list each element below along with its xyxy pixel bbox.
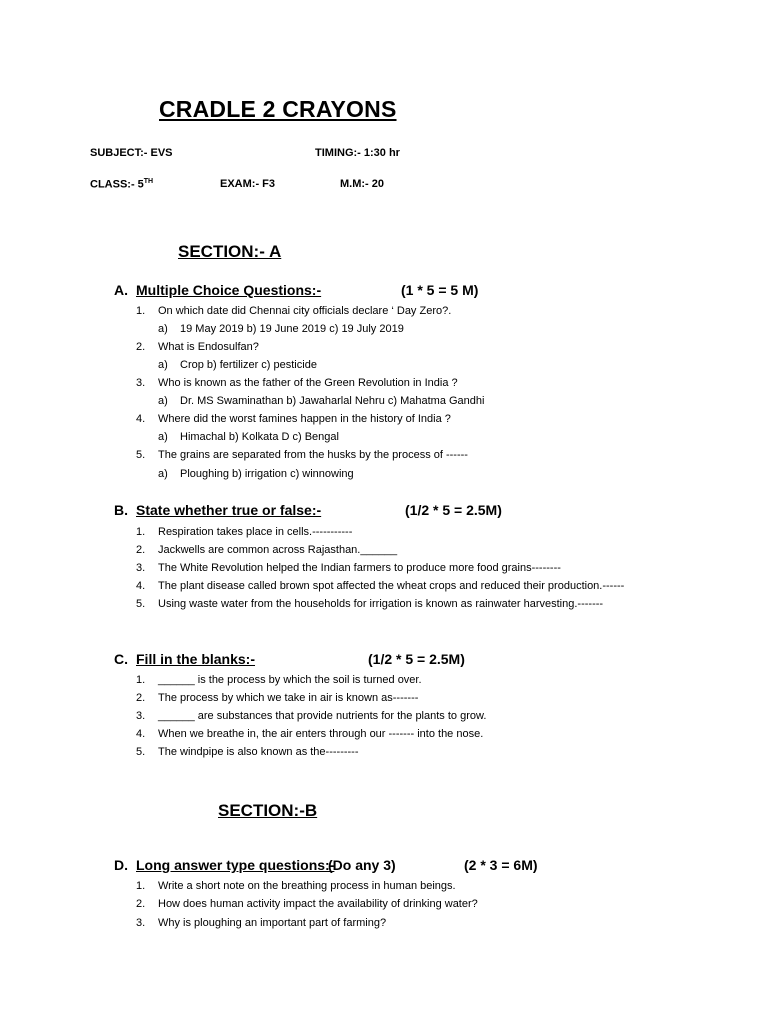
fill-blank-item (136, 709, 486, 723)
max-marks-label: M.M:- 20 (340, 178, 384, 190)
section-b-title: SECTION:-B (218, 801, 318, 820)
item-text: The White Revolution helped the Indian farmers to produce more food grains-------- (158, 562, 561, 574)
mcq-options (158, 467, 354, 481)
options-text: 19 May 2019 b) 19 June 2019 c) 19 July 2019 (180, 323, 404, 335)
question-text: Who is known as the father of the Green Revolution in India ? (158, 377, 458, 389)
part-a-marks: (1 * 5 = 5 M) (401, 282, 479, 298)
question-number: 2. (136, 341, 146, 353)
item-number: 5. (136, 598, 146, 610)
part-a-heading (114, 282, 321, 298)
question-number: 5. (136, 449, 146, 461)
fill-blank-item (136, 691, 418, 705)
options-text: Himachal b) Kolkata D c) Bengal (180, 431, 339, 443)
item-number: 2. (136, 544, 146, 556)
long-answer-item (136, 879, 456, 893)
item-text: Write a short note on the breathing process in human beings. (158, 880, 456, 892)
mcq-options (158, 430, 339, 444)
item-number: 2. (136, 692, 146, 704)
options-text: Ploughing b) irrigation c) winnowing (180, 468, 354, 480)
mcq-question (136, 412, 451, 426)
part-b-letter: B. (114, 502, 128, 518)
item-text: Respiration takes place in cells.----------- (158, 526, 353, 538)
part-d-marks: (2 * 3 = 6M) (464, 857, 538, 873)
question-number: 3. (136, 377, 146, 389)
mcq-options (158, 358, 317, 372)
mcq-question (136, 376, 458, 390)
part-c-title: Fill in the blanks:- (136, 651, 256, 667)
mcq-question (136, 340, 259, 354)
timing-label: TIMING:- 1:30 hr (315, 147, 400, 159)
question-text: Where did the worst famines happen in the history of India ? (158, 413, 451, 425)
part-d-heading (114, 857, 334, 873)
option-label: a) (158, 468, 168, 480)
true-false-item (136, 597, 603, 611)
part-c-heading (114, 651, 255, 667)
subject-label: SUBJECT:- EVS (90, 147, 173, 159)
part-d-letter: D. (114, 857, 128, 873)
question-text: The grains are separated from the husks by the process of ------ (158, 449, 468, 461)
item-text: The plant disease called brown spot affected the wheat crops and reduced their production.------ (158, 580, 625, 592)
part-c-marks: (1/2 * 5 = 2.5M) (368, 651, 465, 667)
part-c-letter: C. (114, 651, 128, 667)
item-text: When we breathe in, the air enters through our ------- into the nose. (158, 728, 484, 740)
class-label (90, 178, 153, 191)
option-label: a) (158, 323, 168, 335)
true-false-item (136, 525, 352, 539)
mcq-options (158, 322, 404, 336)
part-b-marks: (1/2 * 5 = 2.5M) (405, 502, 502, 518)
item-text: ______ are substances that provide nutrients for the plants to grow. (158, 710, 487, 722)
fill-blank-item (136, 727, 483, 741)
exam-label: EXAM:- F3 (220, 178, 275, 190)
option-label: a) (158, 431, 168, 443)
item-text: Using waste water from the households for irrigation is known as rainwater harvesting.------- (158, 598, 604, 610)
long-answer-item (136, 916, 386, 930)
item-number: 1. (136, 526, 146, 538)
class-superscript: TH (143, 178, 154, 185)
item-text: How does human activity impact the availability of drinking water? (158, 898, 478, 910)
item-number: 3. (136, 710, 146, 722)
mcq-question (136, 448, 468, 462)
section-a-title: SECTION:- A (178, 242, 282, 261)
item-number: 4. (136, 580, 146, 592)
true-false-item (136, 579, 624, 593)
part-d-note: (Do any 3) (328, 857, 396, 873)
question-number: 1. (136, 305, 146, 317)
question-text: On which date did Chennai city officials declare ‘ Day Zero?. (158, 305, 452, 317)
part-b-title: State whether true or false:- (136, 502, 322, 518)
part-d-title: Long answer type questions:- (136, 857, 335, 873)
item-text: ______ is the process by which the soil is turned over. (158, 674, 422, 686)
part-a-letter: A. (114, 282, 128, 298)
class-text: CLASS:- 5 (90, 178, 144, 191)
options-text: Crop b) fertilizer c) pesticide (180, 359, 317, 371)
item-text: Why is ploughing an important part of farming? (158, 917, 387, 929)
item-number: 3. (136, 562, 146, 574)
question-number: 4. (136, 413, 146, 425)
fill-blank-item (136, 673, 422, 687)
item-number: 2. (136, 898, 146, 910)
fill-blank-item (136, 745, 359, 759)
options-text: Dr. MS Swaminathan b) Jawaharlal Nehru c) Mahatma Gandhi (180, 395, 485, 407)
mcq-options (158, 394, 484, 408)
item-text: The process by which we take in air is known as------- (158, 692, 419, 704)
mcq-question (136, 304, 451, 318)
item-number: 1. (136, 674, 146, 686)
item-number: 3. (136, 917, 146, 929)
school-title: CRADLE 2 CRAYONS (159, 96, 397, 122)
long-answer-item (136, 897, 478, 911)
option-label: a) (158, 395, 168, 407)
part-b-heading (114, 502, 321, 518)
question-text: What is Endosulfan? (158, 341, 259, 353)
option-label: a) (158, 359, 168, 371)
part-a-title: Multiple Choice Questions:- (136, 282, 322, 298)
item-number: 4. (136, 728, 146, 740)
item-text: The windpipe is also known as the--------- (158, 746, 359, 758)
item-number: 5. (136, 746, 146, 758)
item-text: Jackwells are common across Rajasthan.______ (158, 544, 398, 556)
item-number: 1. (136, 880, 146, 892)
true-false-item (136, 543, 397, 557)
true-false-item (136, 561, 561, 575)
